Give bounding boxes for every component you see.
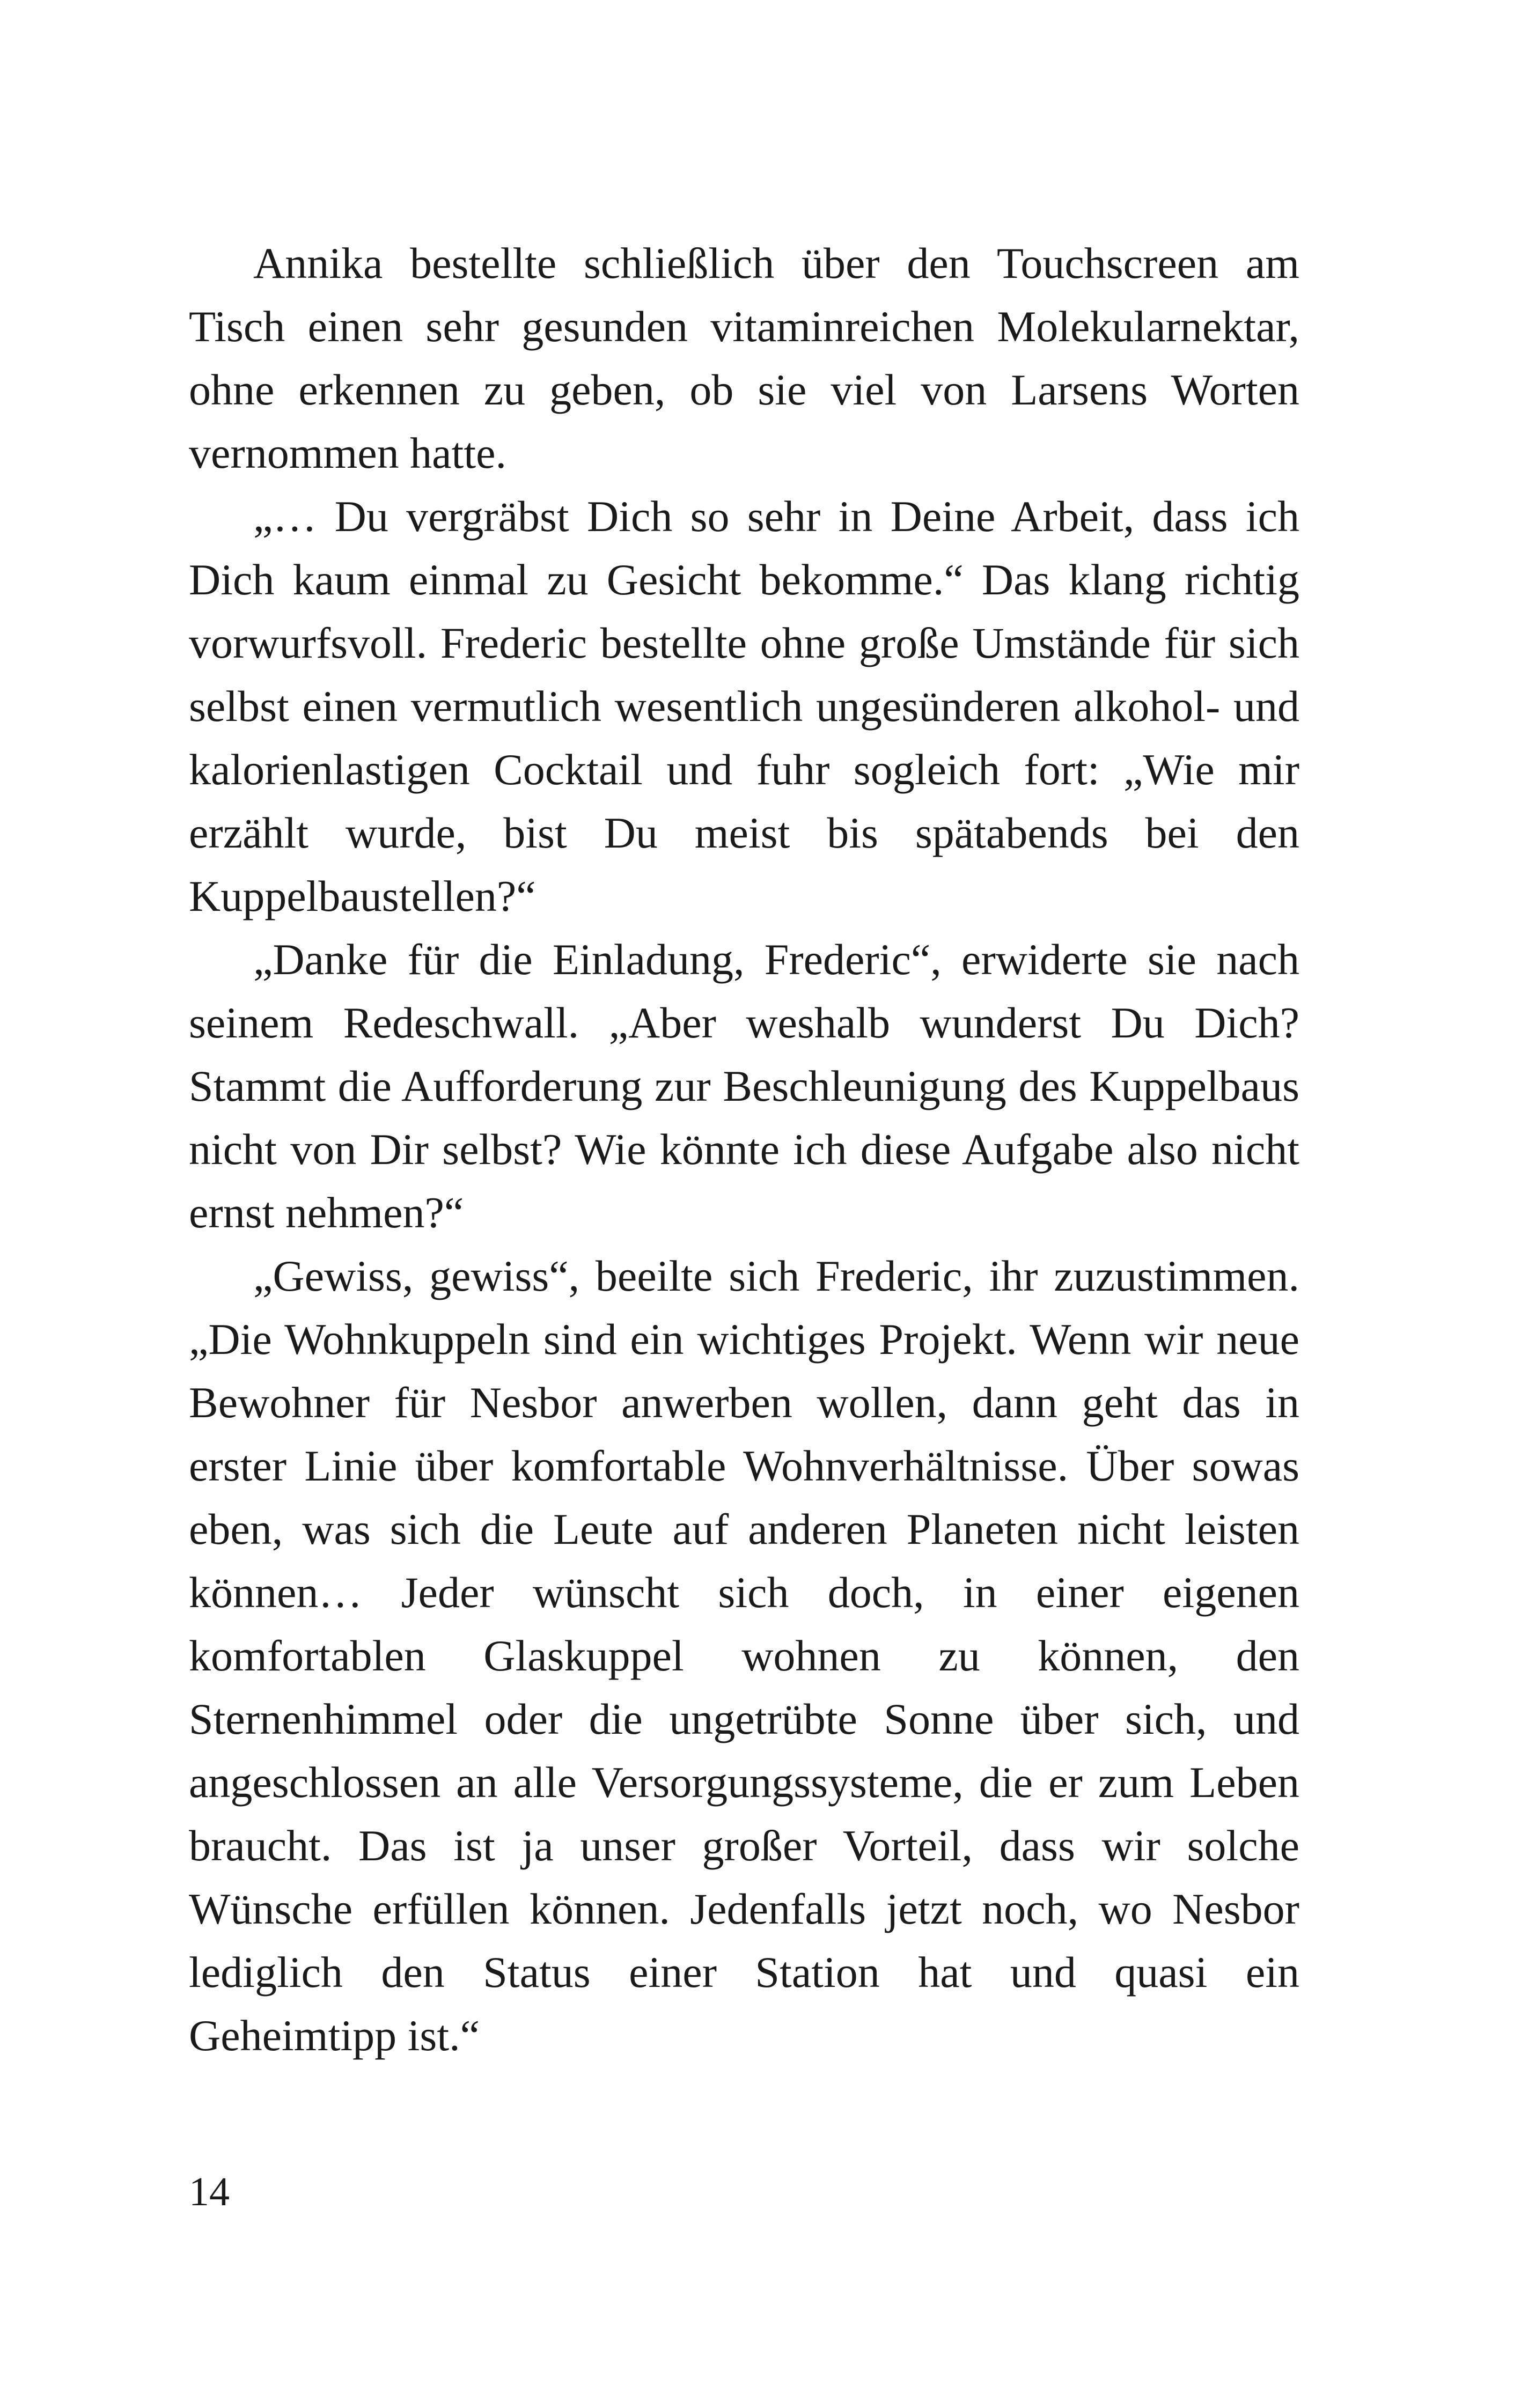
page-number: 14	[189, 2169, 230, 2214]
paragraph: Annika bestellte schließlich über den Touchscreen am Tisch einen sehr gesunden vitaminreichen Molekularnektar, ohne erkennen zu geben, ob sie viel von Larsens Worten vernommen hatte.	[189, 239, 1299, 477]
paragraph: „Gewiss, gewiss“, beeilte sich Frederic, ihr zuzustimmen. „Die Wohnkuppeln sind ein wichtiges Projekt. Wenn wir neue Bewohner für Nesbor anwerben wollen, dann geht das in erster Linie über komfortable Wohnverhältnisse. Über sowas eben, was sich die Leute auf anderen Planeten nicht leisten können… Jeder wünscht sich doch, in einer eigenen komfortablen Glaskuppel wohnen zu können, den Sternenhimmel oder die ungetrübte Sonne über sich, und angeschlossen an alle Versorgungssysteme, die er zum Leben braucht. Das ist ja unser großer Vorteil, dass wir solche Wünsche erfüllen können. Jedenfalls jetzt noch, wo Nesbor lediglich den Status einer Station hat und quasi ein Geheimtipp ist.“	[189, 1251, 1299, 2060]
paragraph: „… Du vergräbst Dich so sehr in Deine Arbeit, dass ich Dich kaum einmal zu Gesicht bekomme.“ Das klang richtig vorwurfsvoll. Frederic bestellte ohne große Umstände für sich selbst einen vermutlich wesentlich ungesünderen alkohol- und kalorienlastigen Cocktail und fuhr sogleich fort: „Wie mir erzählt wurde, bist Du meist bis spätabends bei den Kuppelbaustellen?“	[189, 492, 1299, 921]
paragraph: „Danke für die Einladung, Frederic“, erwiderte sie nach seinem Redeschwall. „Aber weshalb wunderst Du Dich? Stammt die Aufforderung zur Beschleunigung des Kuppelbaus nicht von Dir selbst? Wie könnte ich diese Aufgabe also nicht ernst nehmen?“	[189, 935, 1299, 1237]
body-text	[189, 232, 1299, 2067]
